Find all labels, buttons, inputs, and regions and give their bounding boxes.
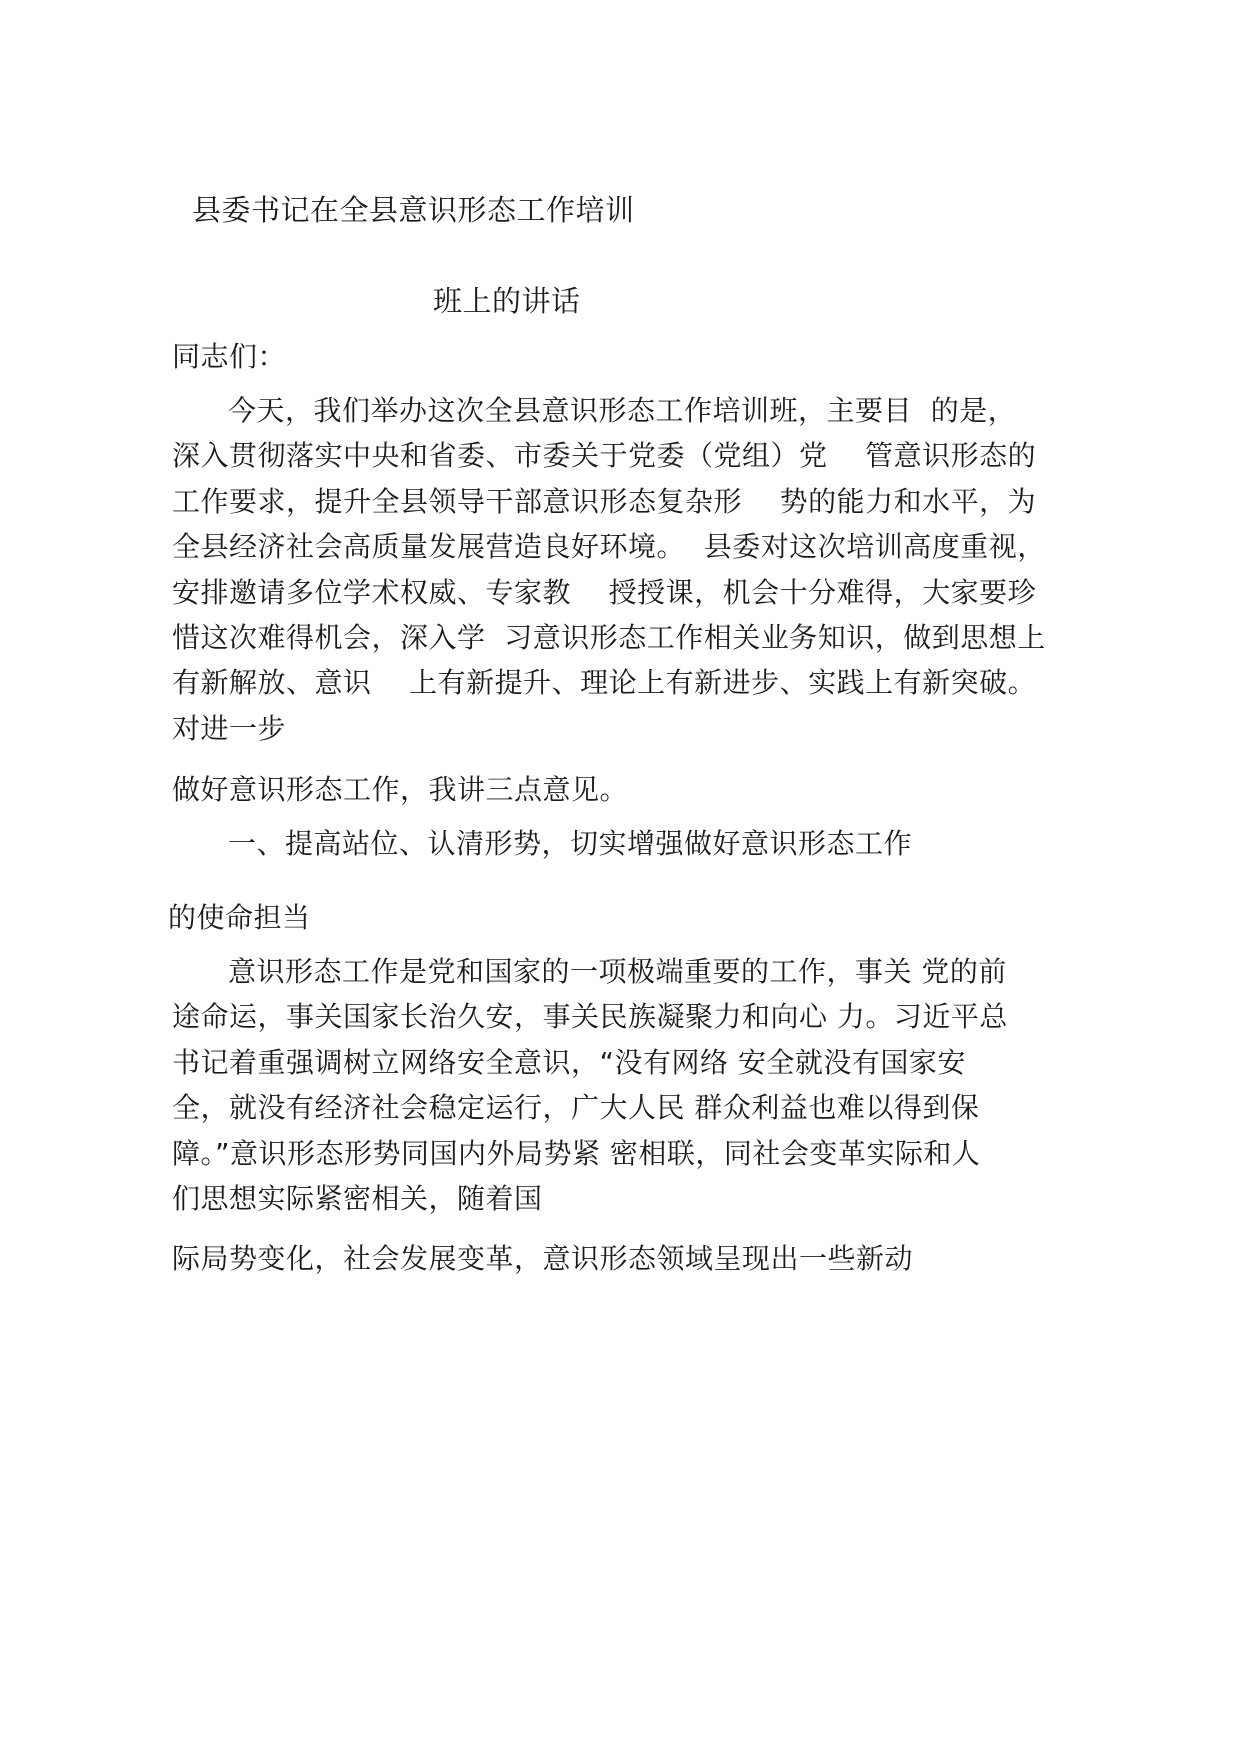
body-line: 工作要求，提升全县领导干部意识形态复杂形 势的能力和水平，为	[172, 485, 1037, 518]
body-line: 今天，我们举办这次全县意识形态工作培训班，主要目 的是，	[228, 394, 1017, 427]
body-line: 有新解放、意识 上有新提升、理论上有新进步、实践上有新突破。	[172, 666, 1037, 699]
body-line: 安排邀请多位学术权威、专家教 授授课，机会十分难得，大家要珍	[172, 576, 1037, 609]
body-line: 际局势变化，社会发展变革，意识形态领域呈现出一些新动	[172, 1242, 914, 1275]
body-line: 对进一步	[172, 712, 287, 745]
body-line: 做好意识形态工作，我讲三点意见。	[172, 773, 629, 806]
salutation: 同志们：	[172, 340, 287, 373]
body-line: 书记着重强调树立网络安全意识，“没有网络 安全就没有国家安	[172, 1046, 966, 1079]
body-line: 途命运，事关国家长治久安，事关民族凝聚力和向心 力。习近平总	[172, 1000, 1008, 1033]
body-line: 深入贯彻落实中央和省委、市委关于党委（党组）党 管意识形态的	[172, 439, 1037, 472]
body-line: 惜这次难得机会，深入学 习意识形态工作相关业务知识，做到思想上	[172, 621, 1046, 654]
body-line: 们思想实际紧密相关，随着国	[172, 1182, 543, 1215]
body-line: 障。”意识形态形势同国内外局势紧 密相联，同社会变革实际和人	[172, 1137, 981, 1170]
section-heading-1-continued: 的使命担当	[168, 901, 311, 934]
body-line: 全，就没有经济社会稳定运行，广大人民 群众利益也难以得到保	[172, 1091, 980, 1124]
section-heading-1: 一、提高站位、认清形势，切实增强做好意识形态工作	[228, 827, 913, 860]
body-line: 全县经济社会高质量发展营造良好环境。 县委对这次培训高度重视，	[172, 530, 1046, 563]
title-line-2: 班上的讲话	[433, 284, 581, 318]
body-line: 意识形态工作是党和国家的一项极端重要的工作，事关 党的前	[228, 955, 1007, 988]
title-line-1: 县委书记在全县意识形态工作培训	[192, 193, 635, 227]
